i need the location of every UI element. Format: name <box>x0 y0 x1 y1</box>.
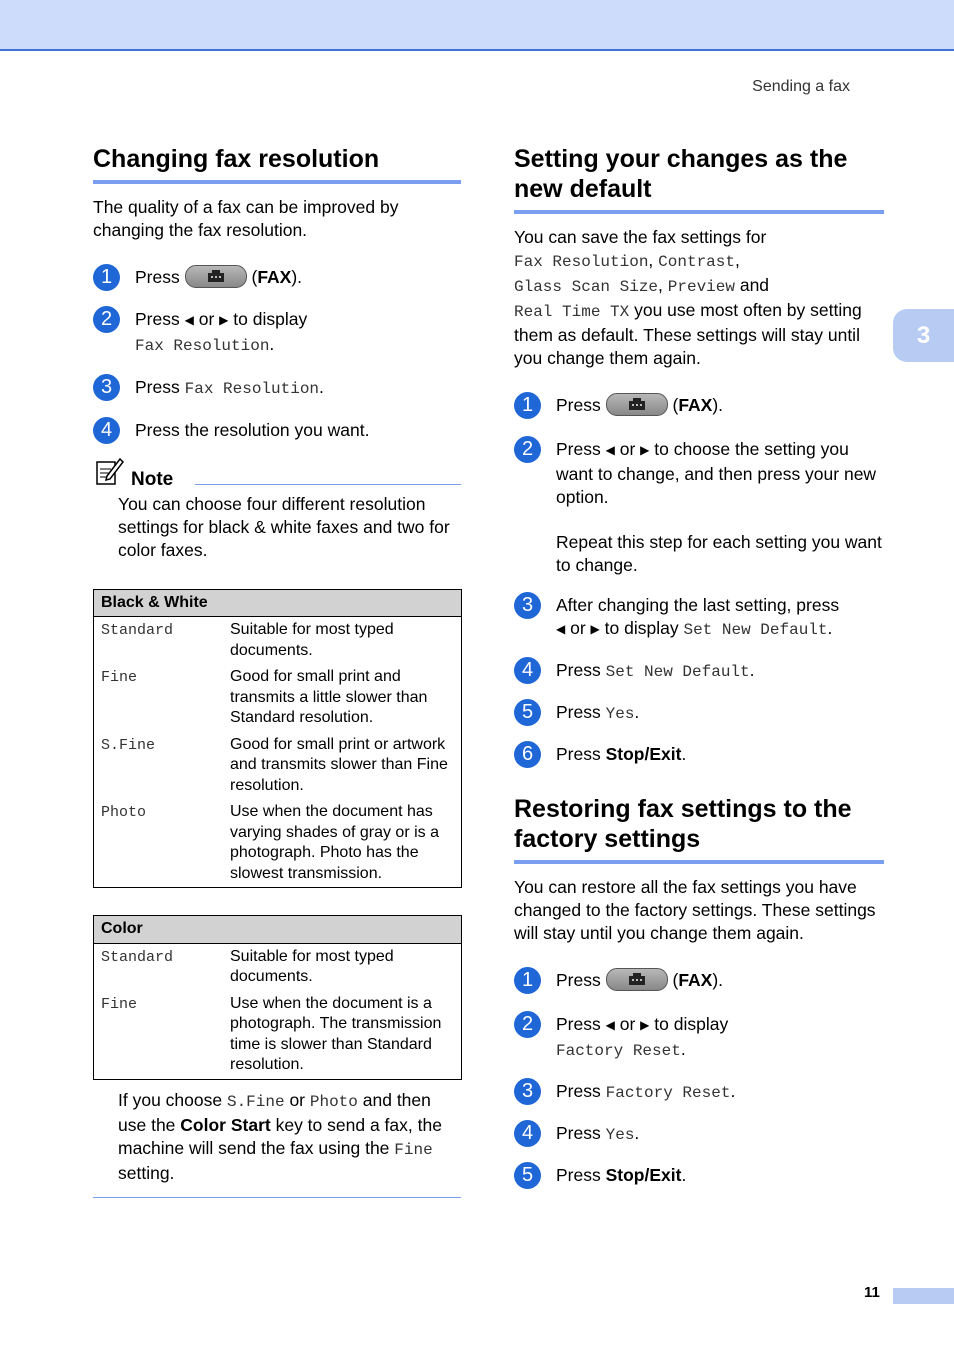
step-number: 3 <box>514 1078 541 1105</box>
section-title-changing-resolution: Changing fax resolution <box>93 144 461 184</box>
step-1: 1 Press (FAX). <box>93 266 461 290</box>
bw-resolution-table <box>93 589 462 889</box>
section-title-restore-factory: Restoring fax settings to the factory settings <box>514 794 884 864</box>
table-header: Color <box>94 916 462 944</box>
step-number: 2 <box>514 1011 541 1038</box>
color-start-note: If you choose S.Fine or Photo and then use the Color Start key to send a fax, the machine will send the fax using the Fine setting. <box>118 1089 442 1183</box>
table-row: Photo Use when the document has varying shades of gray or is a photograph. Photo has the slowest transmission. <box>101 803 439 882</box>
step-3: 3 Press Fax Resolution. <box>93 376 461 401</box>
intro-text: The quality of a fax can be improved by changing the fax resolution. <box>93 197 399 240</box>
restore-intro: You can restore all the fax settings you have changed to the factory settings. These settings will stay until you change them again. <box>514 876 876 943</box>
set-default-intro: You can save the fax settings for Fax Resolution, Contrast, Glass Scan Size, Preview and Real Time TX you use most often by setting them as default. These settings will stay until you change them again. <box>514 227 862 368</box>
right-column <box>514 144 884 1187</box>
table-row: Fine Good for small print and transmits a little slower than Standard resolution. <box>101 668 428 727</box>
left-arrow-icon: ◀ <box>184 312 194 327</box>
fax-button-icon[interactable] <box>606 968 668 991</box>
running-title: Sending a fax <box>752 78 850 95</box>
set-default-steps <box>514 394 884 766</box>
left-column <box>93 144 461 1198</box>
step-number: 1 <box>514 392 541 419</box>
right-arrow-icon: ▶ <box>219 312 229 327</box>
left-arrow-icon: ◀ <box>605 1017 615 1032</box>
top-banner <box>0 0 954 51</box>
chapter-tab: 3 <box>893 309 954 362</box>
step-number: 2 <box>93 306 120 333</box>
note-text: You can choose four different resolution settings for black & white faxes and two for color faxes. <box>118 493 450 560</box>
step-1: 1 Press (FAX). <box>514 394 884 418</box>
step-3: 3 After changing the last setting, press ◀ or ▶ to display Set New Default. <box>514 594 884 642</box>
fax-button-icon[interactable] <box>185 265 247 288</box>
step-number: 1 <box>93 264 120 291</box>
page-number-bar <box>893 1288 954 1304</box>
right-arrow-icon: ▶ <box>590 621 600 636</box>
step-4: 4 Press the resolution you want. <box>93 419 461 442</box>
step-5: 5 Press Stop/Exit. <box>514 1164 884 1187</box>
note-pencil-icon <box>95 456 125 491</box>
page-number: 11 <box>864 1284 880 1301</box>
step-1: 1 Press (FAX). <box>514 969 884 993</box>
section-title-set-default: Setting your changes as the new default <box>514 144 884 214</box>
step-2: 2 Press ◀ or ▶ to display Fax Resolution. <box>93 308 461 358</box>
color-resolution-table <box>93 915 462 1080</box>
fax-button-icon[interactable] <box>606 393 668 416</box>
step-number: 4 <box>93 417 120 444</box>
step-number: 2 <box>514 436 541 463</box>
steps-list <box>93 266 461 442</box>
step-5: 5 Press Yes. <box>514 701 884 726</box>
note-end-rule <box>93 1197 461 1198</box>
step-number: 4 <box>514 1120 541 1147</box>
step-number: 5 <box>514 699 541 726</box>
table-row: S.Fine Good for small print or artwork and transmits slower than Fine resolution. <box>101 735 448 794</box>
step-number: 5 <box>514 1162 541 1189</box>
right-arrow-icon: ▶ <box>640 442 650 457</box>
step-2: 2 Press ◀ or ▶ to display Factory Reset. <box>514 1013 884 1063</box>
restore-steps <box>514 969 884 1187</box>
right-arrow-icon: ▶ <box>640 1017 650 1032</box>
step-6: 6 Press Stop/Exit. <box>514 743 884 766</box>
table-row: Fine Use when the document is a photograph. The transmission time is slower than Standard resolution. <box>101 994 442 1074</box>
step-number: 6 <box>514 741 541 768</box>
step-number: 1 <box>514 967 541 994</box>
step-number: 3 <box>93 374 120 401</box>
note-rule <box>195 484 461 485</box>
note-box <box>95 456 461 562</box>
step-number: 3 <box>514 592 541 619</box>
left-arrow-icon: ◀ <box>605 442 615 457</box>
step-4: 4 Press Set New Default. <box>514 659 884 684</box>
note-title: Note <box>131 468 174 490</box>
left-arrow-icon: ◀ <box>556 621 566 636</box>
step-number: 4 <box>514 657 541 684</box>
step-4: 4 Press Yes. <box>514 1122 884 1147</box>
step-2: 2 Press ◀ or ▶ to choose the setting you want to change, and then press your new option. Repeat this step for each setting you want to change. <box>514 438 884 577</box>
table-row: Standard Suitable for most typed documents. <box>101 947 394 986</box>
table-row: Standard Suitable for most typed documents. <box>101 621 394 659</box>
step-3: 3 Press Factory Reset. <box>514 1080 884 1105</box>
table-header: Black & White <box>94 589 462 617</box>
